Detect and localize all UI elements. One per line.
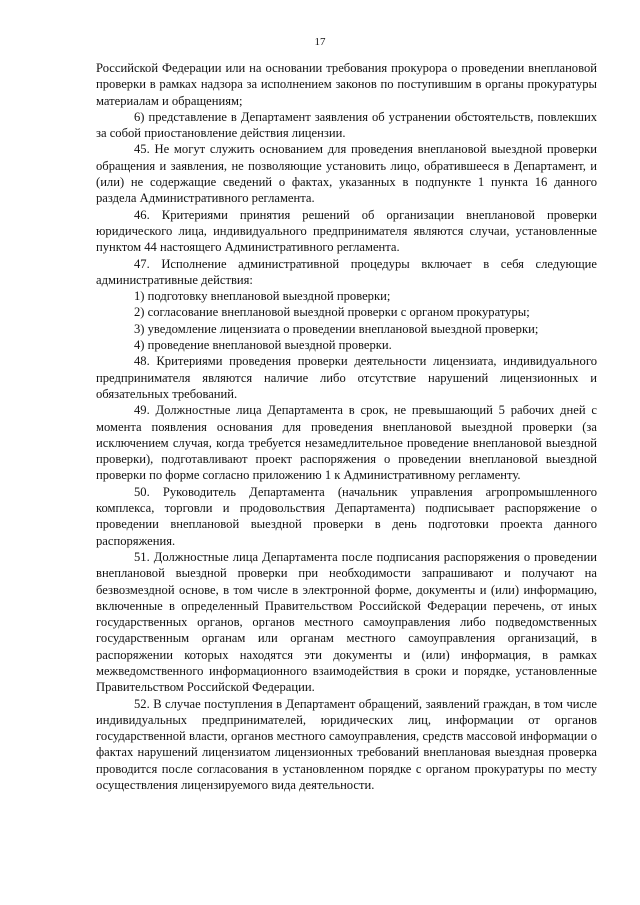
paragraph: 47. Исполнение административной процедуры включает в себя следующие административные действия: <box>96 256 597 287</box>
list-item: 1) подготовку внеплановой выездной проверки; <box>134 289 391 304</box>
list-item: 3) уведомление лицензиата о проведении внеплановой выездной проверки; <box>134 321 539 336</box>
paragraph: 45. Не могут служить основанием для проведения внеплановой выездной проверки обращения и заявления, не позволяющие установить лицо, обратившееся в Департамент, и (или) не содержащие сведений о фактах, указанных в подпункте 1 пункта 16 данного раздела Административного регламента. <box>96 142 597 206</box>
list-item: 2) согласование внеплановой выездной проверки с органом прокуратуры; <box>134 305 530 320</box>
paragraph: 50. Руководитель Департамента (начальник управления агропромышленного комплекса, торговли и продовольствия Департамента) подписывает распоряжение о проведении внеплановой выездной проверки в день подготовки проекта данного распоряжения. <box>96 484 597 548</box>
document-body <box>96 60 597 793</box>
page-number: 17 <box>314 36 326 48</box>
list-item: 4) проведение внеплановой выездной проверки. <box>134 338 392 353</box>
paragraph: 46. Критериями принятия решений об организации внеплановой проверки юридического лица, индивидуального предпринимателя являются случаи, установленные пунктом 44 настоящего Административного регламента. <box>96 207 597 255</box>
paragraph: 52. В случае поступления в Департамент обращений, заявлений граждан, в том числе индивидуальных предпринимателей, юридических лиц, информации от органов государственной власти, органов местного самоуправления, средств массовой информации о фактах нарушений лицензиатом лицензионных требований внеплановая выездная проверка проводится после согласования в установленном порядке с органом прокуратуры по месту осуществления лицензируемого вида деятельности. <box>96 696 597 793</box>
paragraph: 48. Критериями проведения проверки деятельности лицензиата, индивидуального предпринимателя являются наличие либо отсутствие нарушений лицензионных и обязательных требований. <box>96 354 597 401</box>
paragraph: Российской Федерации или на основании требования прокурора о проведении внеплановой проверки в рамках надзора за исполнением законов по поступившим в органы прокуратуры материалам и обращениям; <box>96 61 597 108</box>
paragraph: 51. Должностные лица Департамента после подписания распоряжения о проведении внеплановой выездной проверки при необходимости запрашивают и получают на безвозмездной основе, в том числе в электронной форме, документы и (или) информацию, включенные в определенный Правительством Российской Федерации перечень, от иных государственных органов, органов местного самоуправления либо подведомственных государственным органам или органам местного самоуправления организаций, в распоряжении которых находятся эти документы и (или) информация, в рамках межведомственного информационного взаимодействия в сроки и порядке, установленные Правительством Российской Федерации. <box>96 549 597 695</box>
paragraph: 49. Должностные лица Департамента в срок, не превышающий 5 рабочих дней с момента появления основания для проведения внеплановой выездной проверки (за исключением случая, когда требуется незамедлительное проведение внеплановой выездной проверки), подготавливают проект распоряжения о проведении внеплановой выездной проверки по форме согласно приложению 1 к Административному регламенту. <box>96 403 597 483</box>
paragraph: 6) представление в Департамент заявления об устранении обстоятельств, повлекших за собой приостановление действия лицензии. <box>96 109 597 141</box>
